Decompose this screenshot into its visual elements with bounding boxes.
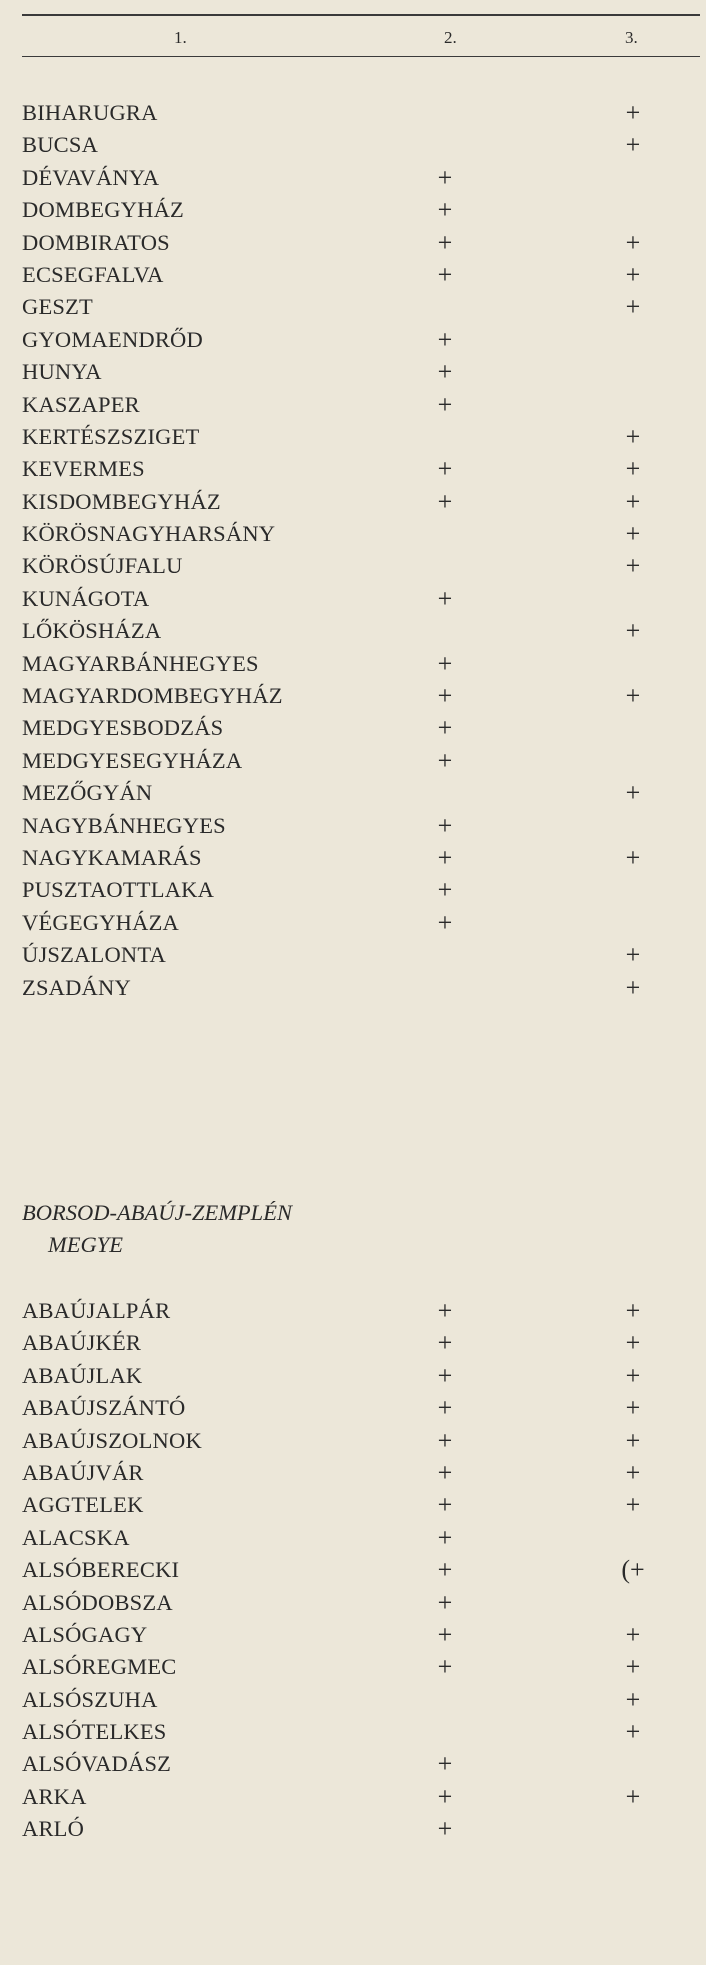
column-3-mark: + [625,1717,641,1747]
column-2-mark: + [437,745,453,775]
table-row [0,389,706,421]
header-rule [22,56,700,57]
column-2-mark: + [437,195,453,225]
settlement-name: DÉVAVÁNYA [22,164,160,190]
table-row [0,712,706,744]
settlement-name: ABAÚJSZÁNTÓ [22,1395,186,1421]
table-row [0,615,706,647]
table-row [0,1392,706,1424]
column-2-mark: + [437,1814,453,1844]
settlement-name: ZSADÁNY [22,974,131,1000]
column-3-mark: + [625,1296,641,1325]
settlement-name: KÖRÖSÚJFALU [22,553,183,579]
table-row [0,1619,706,1651]
table-row [0,486,706,518]
settlement-name: GESZT [22,294,93,320]
settlement-name: KÖRÖSNAGYHARSÁNY [22,521,276,547]
column-2-mark: + [437,1490,453,1520]
column-2-mark: + [437,681,453,711]
column-3-mark: + [625,616,641,646]
settlement-name: ALSÓDOBSZA [22,1589,173,1615]
column-3-mark: + [625,130,641,160]
settlement-name: MEDGYESEGYHÁZA [22,747,243,773]
table-row [0,745,706,777]
table-row [0,1425,706,1457]
table-row [0,97,706,129]
settlement-list-2 [0,1295,706,1846]
table-row [0,1651,706,1683]
settlement-name: NAGYBÁNHEGYES [22,812,226,838]
settlement-name: ARLÓ [22,1816,85,1842]
column-2-mark: + [437,454,453,484]
settlement-name: MEDGYESBODZÁS [22,715,224,741]
settlement-name: MAGYARBÁNHEGYES [22,650,259,676]
settlement-name: HUNYA [22,359,102,385]
column-3-mark: + [625,227,641,257]
county-heading [22,1197,292,1261]
table-row [0,1684,706,1716]
column-2-mark: + [437,1555,453,1585]
settlement-name: VÉGEGYHÁZA [22,909,179,935]
column-2-mark: + [437,810,453,840]
table-row [0,324,706,356]
table-row [0,1327,706,1359]
column-2-mark: + [437,1652,453,1682]
table-row [0,648,706,680]
column-2-mark: + [437,1393,453,1423]
column-3-mark: + [625,972,641,1002]
table-row [0,162,706,194]
column-3-mark: + [625,519,641,549]
column-2-mark: + [437,1328,453,1358]
settlement-name: KERTÉSZSZIGET [22,423,200,449]
column-3-mark: + [625,1619,641,1649]
settlement-name: ALSÓREGMEC [22,1654,177,1680]
column-3-mark: (+ [621,1555,645,1585]
column-3-mark: + [625,1457,641,1487]
county-heading-line2: MEGYE [48,1232,123,1257]
column-3-mark: + [625,292,641,322]
settlement-name: ABAÚJALPÁR [22,1298,171,1323]
table-row [0,777,706,809]
settlement-name: MEZŐGYÁN [22,780,153,806]
table-row [0,1587,706,1619]
column-3-mark: + [625,1393,641,1423]
column-2-mark: + [437,875,453,905]
column-3-mark: + [625,778,641,808]
table-row [0,1716,706,1748]
table-row [0,1489,706,1521]
settlement-name: KASZAPER [22,391,140,417]
column-2-mark: + [437,713,453,743]
column-2-mark: + [437,1360,453,1390]
table-row [0,1554,706,1586]
column-2-mark: + [437,357,453,387]
table-row [0,1457,706,1489]
column-2-mark: + [437,1619,453,1649]
column-2-mark: + [437,842,453,872]
column-2-mark: + [437,1457,453,1487]
table-row [0,810,706,842]
settlement-name: GYOMAENDRŐD [22,326,203,352]
settlement-name: ECSEGFALVA [22,261,164,287]
settlement-name: AGGTELEK [22,1492,144,1518]
column-2-mark: + [437,1781,453,1811]
settlement-name: NAGYKAMARÁS [22,844,202,870]
column-header-1: 1. [174,28,187,47]
settlement-name: ABAÚJLAK [22,1362,143,1388]
table-row [0,680,706,712]
settlement-name: KUNÁGOTA [22,585,150,611]
column-2-mark: + [437,227,453,257]
column-2-mark: + [437,389,453,419]
settlement-name: ALSÓTELKES [22,1719,167,1745]
table-row [0,583,706,615]
column-3-mark: + [625,842,641,872]
table-row [0,842,706,874]
column-3-mark: + [625,681,641,711]
settlement-name: ALSÓGAGY [22,1621,148,1647]
table-row [0,874,706,906]
settlement-name: ALACSKA [22,1524,130,1550]
settlement-name: DOMBEGYHÁZ [22,197,184,223]
settlement-name: ARKA [22,1783,87,1809]
table-row [0,1813,706,1845]
column-2-mark: + [437,1587,453,1617]
column-3-mark: + [625,454,641,484]
table-row [0,194,706,226]
column-2-mark: + [437,648,453,678]
settlement-name: MAGYARDOMBEGYHÁZ [22,683,283,709]
settlement-name: BUCSA [22,132,99,158]
county-heading-line1: BORSOD-ABAÚJ-ZEMPLÉN [22,1200,292,1225]
column-2-mark: + [437,486,453,516]
table-row [0,1748,706,1780]
settlement-name: DOMBIRATOS [22,229,170,255]
table-row [0,1522,706,1554]
settlement-name: ABAÚJSZOLNOK [22,1427,202,1453]
table-row [0,972,706,1004]
settlement-name: ALSÓBERECKI [22,1557,180,1583]
table-row [0,356,706,388]
column-2-mark: + [437,162,453,192]
column-2-mark: + [437,1296,453,1325]
column-header-2: 2. [444,28,457,47]
settlement-name: LŐKÖSHÁZA [22,618,162,644]
table-row [0,1360,706,1392]
column-2-mark: + [437,259,453,289]
table-row [0,939,706,971]
column-3-mark: + [625,486,641,516]
settlement-name: KISDOMBEGYHÁZ [22,488,221,514]
settlement-name: PUSZTAOTTLAKA [22,877,215,903]
column-2-mark: + [437,1749,453,1779]
column-2-mark: + [437,1522,453,1552]
table-row [0,907,706,939]
column-3-mark: + [625,1490,641,1520]
column-3-mark: + [625,1425,641,1455]
table-row [0,227,706,259]
column-2-mark: + [437,907,453,937]
column-2-mark: + [437,583,453,613]
table-row [0,259,706,291]
column-header-3: 3. [625,28,638,47]
column-3-mark: + [625,940,641,970]
settlement-name: BIHARUGRA [22,100,158,125]
top-rule [22,14,700,16]
column-3-mark: + [625,1781,641,1811]
settlement-name: ÚJSZALONTA [22,942,166,968]
settlement-list-1 [0,97,706,1004]
settlement-name: ABAÚJKÉR [22,1330,142,1356]
column-3-mark: + [625,1652,641,1682]
column-3-mark: + [625,421,641,451]
settlement-name: KEVERMES [22,456,145,482]
column-3-mark: + [625,1684,641,1714]
settlement-name: ABAÚJVÁR [22,1459,144,1485]
column-3-mark: + [625,551,641,581]
column-3-mark: + [625,259,641,289]
table-row [0,421,706,453]
settlement-name: ALSÓSZUHA [22,1686,158,1712]
table-row [0,1781,706,1813]
column-2-mark: + [437,1425,453,1455]
column-3-mark: + [625,1360,641,1390]
table-row [0,129,706,161]
column-3-mark: + [625,98,641,127]
table-row [0,518,706,550]
table-row [0,550,706,582]
table-row [0,291,706,323]
table-row [0,1295,706,1327]
settlement-name: ALSÓVADÁSZ [22,1751,172,1777]
column-3-mark: + [625,1328,641,1358]
column-2-mark: + [437,324,453,354]
table-row [0,453,706,485]
